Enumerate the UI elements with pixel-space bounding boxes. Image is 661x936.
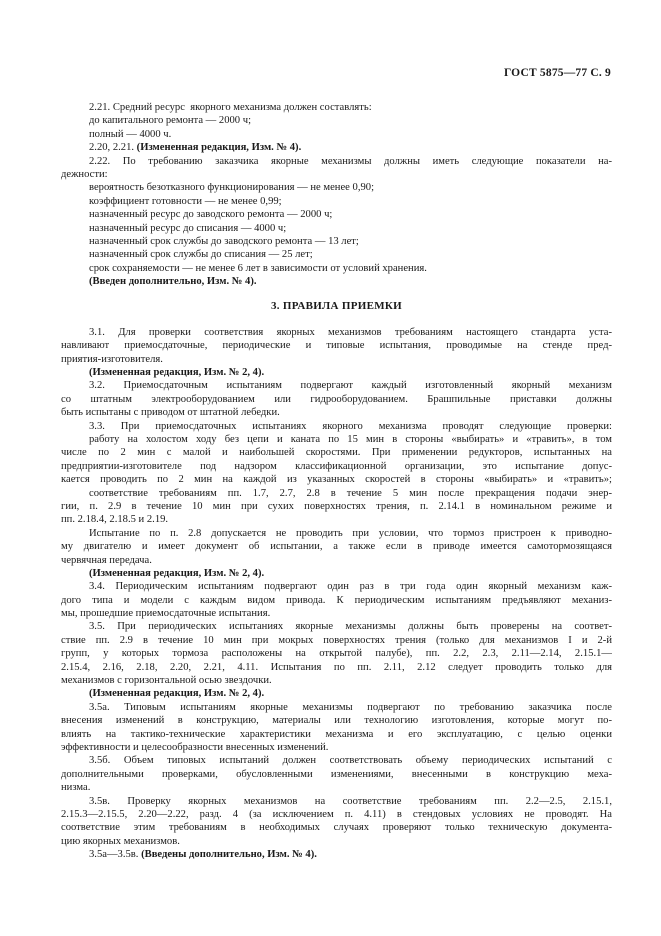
amendment-note: (Введены дополнительно, Изм. № 4). xyxy=(141,849,317,861)
text-line xyxy=(61,674,612,687)
line-text: кается проводить по 2 мин на каждой из указанных скоростей в стороны «выбирать» и «травить»; xyxy=(61,474,612,486)
text-line xyxy=(61,366,612,379)
line-text: коэффициент готовности — не менее 0,99; xyxy=(89,195,282,207)
line-text: быть испытаны с приводом от штатной лебедки. xyxy=(61,407,280,419)
amendment-note: (Измененная редакция, Изм. № 4). xyxy=(136,142,302,154)
line-text: гии, п. 2.9 в течение 10 мин при сухих поверхностях трения, п. 2.14.1 в номинальном режиме и xyxy=(61,500,612,512)
page-header: ГОСТ 5875—77 С. 9 xyxy=(503,67,611,79)
line-text: соответствие требованиям пп. 1.7, 2.7, 2.8 в течение 5 мин после прекращения подачи энер- xyxy=(89,487,612,499)
line-text: навливают приемосдаточные, периодические и типовые испытания, проводимые на стенде пред- xyxy=(61,340,612,352)
line-text: 3.5. При периодических испытаниях якорные механизмы должны быть проверены на соответ- xyxy=(89,621,612,633)
line-text: мы, прошедшие приемосдаточные испытания. xyxy=(61,608,271,620)
amendment-note: (Измененная редакция, Изм. № 2, 4). xyxy=(89,367,265,379)
line-text: работу на холостом ходу без цепи и каната по 15 мин в стороны «выбирать» и «травить», в том xyxy=(89,434,612,445)
text-line xyxy=(61,168,612,181)
line-text: дежности: xyxy=(61,168,108,180)
line-text: 2.20, 2.21. xyxy=(89,142,137,154)
line-text: эффективности и целесообразности внесенных изменений. xyxy=(61,741,329,753)
text-line xyxy=(61,567,612,580)
amendment-note: (Введен дополнительно, Изм. № 4). xyxy=(89,276,257,288)
amendment-note: (Измененная редакция, Изм. № 2, 4). xyxy=(89,567,265,579)
text-line xyxy=(61,580,612,593)
text-line xyxy=(61,741,612,754)
line-text: 2.22. По требованию заказчика якорные механизмы должны иметь следующие показатели на- xyxy=(89,155,612,167)
line-text: назначенный ресурс до заводского ремонта — 2000 ч; xyxy=(89,209,333,221)
text-line xyxy=(61,594,612,607)
line-text: со штатным электрооборудованием или гидрооборудованием. Брашпильные приставки должны xyxy=(61,393,612,405)
line-text: дого типа и модели с каждым видом привода. К периодическим испытаниям предъявляют механиз- xyxy=(61,594,612,606)
text-line xyxy=(61,114,612,127)
text-line xyxy=(61,353,612,366)
text-line xyxy=(61,473,612,486)
text-line xyxy=(61,406,612,419)
line-text: числе по 2 мин с малой и наибольшей скоростями. При применении редукторов, испытанных на xyxy=(61,447,612,459)
text-line xyxy=(61,513,612,526)
line-text: 3.5а—3.5в. xyxy=(89,849,142,861)
line-text: вероятность безотказного функционирования — не менее 0,90; xyxy=(89,182,375,194)
text-line xyxy=(61,195,612,208)
text-line xyxy=(61,848,612,861)
text-line xyxy=(61,181,612,194)
line-text: механизмов с горизонтальной осью звездочки. xyxy=(61,675,272,687)
line-text: червячная передача. xyxy=(61,554,152,566)
line-text: низма. xyxy=(61,782,91,794)
text-line xyxy=(61,634,612,647)
text-line xyxy=(61,661,612,674)
line-text: приятия-изготовителя. xyxy=(61,353,163,365)
text-line xyxy=(61,379,612,392)
line-text: 2.21. Средний ресурс якорного механизма должен составлять: xyxy=(89,102,372,113)
text-line xyxy=(61,128,612,141)
line-text: дополнительными проверками, обусловленными изменениями, внесенными в конструкцию меха- xyxy=(61,768,612,780)
text-line xyxy=(61,714,612,727)
line-text: до капитального ремонта — 2000 ч; xyxy=(89,115,252,127)
text-line xyxy=(61,101,612,114)
line-text: 3.5в. Проверку якорных механизмов на соответствие требованиям пп. 2.2—2.5, 2.15.1, xyxy=(89,795,612,807)
text-line xyxy=(61,768,612,781)
line-text: предприятии-изготовителе под надзором классификационной организации, это испытание допус- xyxy=(61,460,612,472)
line-text: внесения изменений в конструкцию, материалы или технологию изготовления, которые могут по- xyxy=(61,715,612,727)
line-text: групп, у которых тормоза расположены на открытой палубе), пп. 2.2, 2.3, 2.11—2.14, 2.15.1— xyxy=(61,648,612,660)
text-line xyxy=(61,155,612,168)
text-line xyxy=(61,393,612,406)
line-text: 3.5б. Объем типовых испытаний должен соответствовать объему периодических испытаний с xyxy=(89,755,612,767)
text-line xyxy=(61,781,612,794)
document-body xyxy=(61,101,612,862)
line-text: 3.4. Периодическим испытаниям подвергают один раз в три года один якорный механизм каж- xyxy=(89,581,612,593)
line-text: назначенный срок службы до заводского ремонта — 13 лет; xyxy=(89,235,359,247)
text-line xyxy=(61,821,612,834)
text-line xyxy=(61,500,612,513)
line-text: назначенный срок службы до списания — 25 лет; xyxy=(89,249,313,261)
text-line xyxy=(61,620,612,633)
line-text: соответствие этим требованиям в необходимых случаях проверяют только техническую документа- xyxy=(61,822,612,834)
text-line xyxy=(61,701,612,714)
amendment-note: (Измененная редакция, Изм. № 2, 4). xyxy=(89,688,265,700)
text-line xyxy=(61,141,612,154)
line-text: 2.15.4, 2.16, 2.18, 2.20, 2.21, 4.11. Испытания по пп. 2.11, 2.12 следует проводить только для xyxy=(61,661,612,673)
line-text: му двигателю и имеет документ об испытании, а также если в приводе имеется самотормозящаяся xyxy=(61,541,612,553)
text-line xyxy=(61,835,612,848)
text-line xyxy=(61,248,612,261)
text-line xyxy=(61,326,612,339)
line-text: пп. 2.18.4, 2.18.5 и 2.19. xyxy=(61,514,169,526)
text-line xyxy=(61,728,612,741)
text-line xyxy=(61,647,612,660)
text-line xyxy=(61,540,612,553)
text-line xyxy=(61,808,612,821)
line-text: влиять на тактико-технические характеристики механизма и его эксплуатацию, с целью оценки xyxy=(61,728,612,740)
text-line xyxy=(61,460,612,473)
text-line xyxy=(61,487,612,500)
text-line xyxy=(61,339,612,352)
text-line xyxy=(61,275,612,288)
line-text: 3.5а. Типовым испытаниям якорные механизмы подвергают по требованию заказчика после xyxy=(89,701,612,713)
text-line xyxy=(61,208,612,221)
line-text: 2.15.3—2.15.5, 2.20—2.22, разд. 4 (за исключением п. 4.11) в стендовых условиях не проводят. На xyxy=(61,808,612,820)
text-line xyxy=(61,554,612,567)
text-line xyxy=(61,607,612,620)
line-text: 3.1. Для проверки соответствия якорных механизмов требованиям настоящего стандарта уста- xyxy=(89,326,612,338)
text-line xyxy=(61,527,612,540)
line-text: полный — 4000 ч. xyxy=(89,128,172,140)
line-text: 3.3. При приемосдаточных испытаниях якорного механизма проводят следующие проверки: xyxy=(89,420,612,432)
text-line xyxy=(61,754,612,767)
line-text: Испытание по п. 2.8 допускается не проводить при условии, что тормоз пристроен к приводно- xyxy=(89,527,612,539)
text-line xyxy=(61,262,612,275)
line-text: ствие пп. 2.9 в течение 10 мин при мокрых поверхностях трения (только для механизмов I и 2-й xyxy=(61,634,612,646)
section-heading: 3. ПРАВИЛА ПРИЕМКИ xyxy=(270,300,403,313)
line-text: назначенный ресурс до списания — 4000 ч; xyxy=(89,222,287,234)
text-line xyxy=(61,687,612,700)
text-line xyxy=(61,235,612,248)
text-line xyxy=(61,222,612,235)
line-text: цию якорных механизмов. xyxy=(61,835,180,847)
text-line xyxy=(61,420,612,433)
line-text: 3.2. Приемосдаточным испытаниям подвергают каждый изготовленный якорный механизм xyxy=(89,380,612,392)
text-line xyxy=(61,795,612,808)
line-text: срок сохраняемости — не менее 6 лет в зависимости от условий хранения. xyxy=(89,262,427,274)
text-line xyxy=(61,446,612,459)
text-line xyxy=(61,433,612,446)
